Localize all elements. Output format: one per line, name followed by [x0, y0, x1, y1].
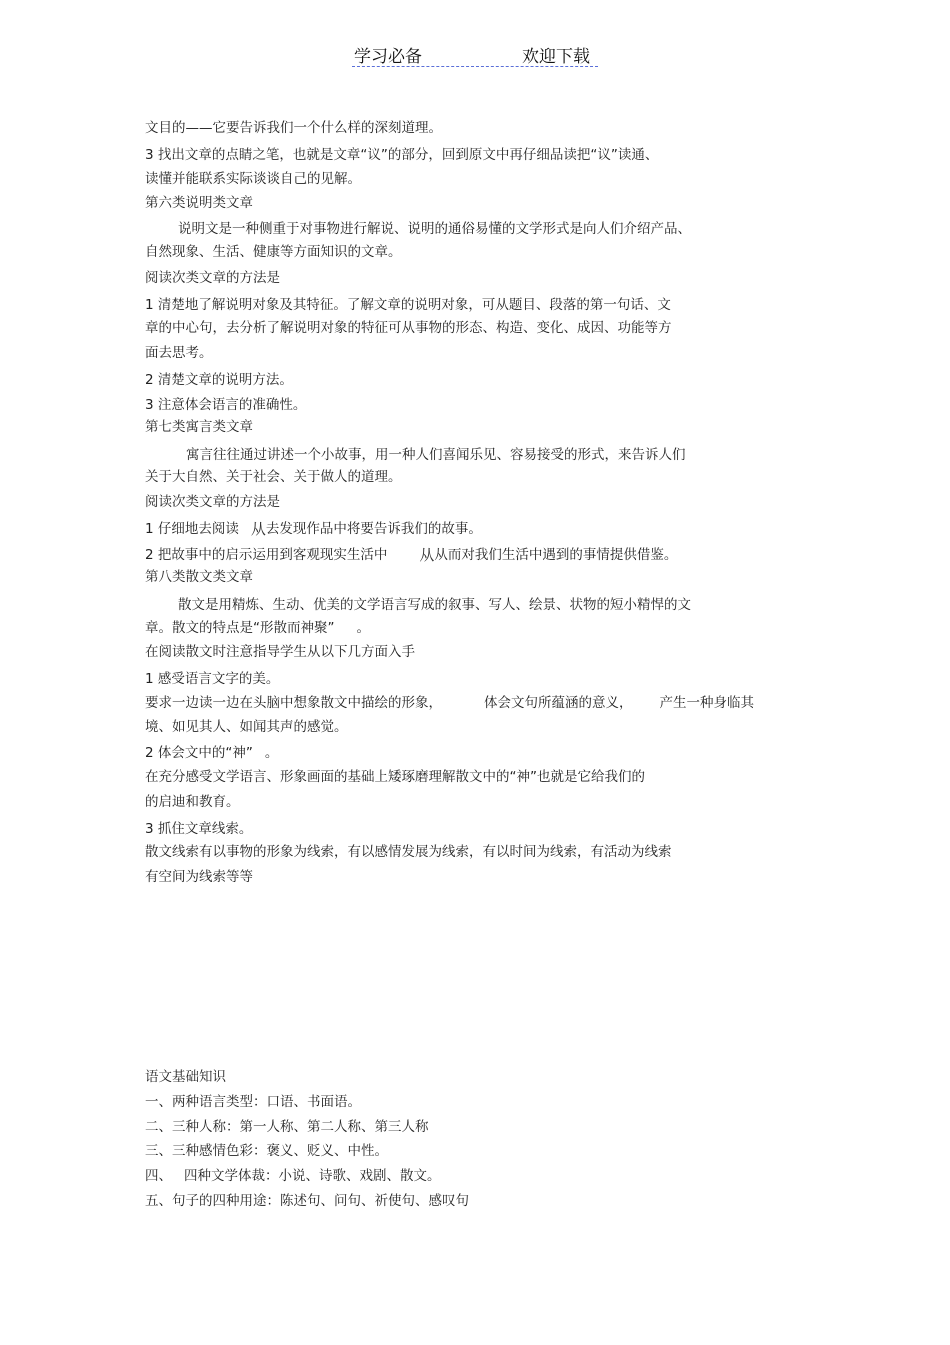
text-line	[145, 520, 482, 538]
text-line: 在阅读散文时注意指导学生从以下几方面入手	[145, 644, 415, 660]
header-left-text: 学习必备	[354, 47, 422, 67]
text-line	[145, 744, 278, 762]
handwritten-mark: 从	[419, 546, 435, 564]
text-line	[145, 546, 677, 564]
text-segment: 2 把故事中的启示运用到客观现实生活中	[145, 547, 388, 563]
text-line: 有空间为线索等等	[145, 869, 253, 885]
text-line	[145, 694, 754, 712]
list-item: 二、三种人称：第一人称、第二人称、第三人称	[145, 1119, 429, 1135]
text-line: 章的中心句，去分析了解说明对象的特征可从事物的形态、构造、变化、成因、功能等方	[145, 320, 672, 336]
text-line: 1 感受语言文字的美。	[145, 671, 280, 687]
text-segment: 章。散文的特点是“形散而神聚”	[145, 620, 335, 636]
text-line: 3 注意体会语言的准确性。	[145, 397, 307, 413]
text-segment: 产生一种身临其	[659, 695, 754, 711]
text-line: 阅读次类文章的方法是	[145, 494, 280, 510]
text-line	[145, 619, 370, 637]
text-line: 1 清楚地了解说明对象及其特征。了解文章的说明对象，可从题目、段落的第一句话、文	[145, 297, 671, 313]
text-line: 面去思考。	[145, 345, 213, 361]
text-line: 寓言往往通过讲述一个小故事，用一种人们喜闻乐见、容易接受的形式，来告诉人们	[186, 447, 686, 463]
text-line: 散文是用精炼、生动、优美的文学语言写成的叙事、写人、绘景、状物的短小精悍的文	[178, 597, 691, 613]
section-heading: 第六类说明类文章	[145, 195, 253, 211]
header-right-text: 欢迎下载	[522, 47, 590, 67]
page-header	[352, 40, 598, 67]
text-line: 的启迪和教育。	[145, 794, 240, 810]
text-line: 散文线索有以事物的形象为线索，有以感情发展为线索，有以时间为线索，有活动为线索	[145, 844, 672, 860]
text-segment: 从而对我们生活中遇到的事情提供借鉴。	[434, 547, 678, 563]
text-line: 3 找出文章的点睛之笔，也就是文章“议”的部分，回到原文中再仔细品读把“议”读通、	[145, 147, 659, 163]
list-item: 三、三种感情色彩：褒义、贬义、中性。	[145, 1143, 388, 1159]
text-segment: 2 体会文中的“神”	[145, 745, 253, 761]
text-line: 阅读次类文章的方法是	[145, 270, 280, 286]
section-heading: 语文基础知识	[145, 1069, 226, 1085]
section-heading: 第七类寓言类文章	[145, 419, 253, 435]
text-segment: 去发现作品中将要告诉我们的故事。	[265, 521, 482, 537]
text-line: 3 抓住文章线索。	[145, 821, 253, 837]
handwritten-mark: 从	[250, 520, 266, 538]
text-segment: 。	[264, 745, 279, 761]
text-segment: 体会文句所蕴涵的意义，	[484, 695, 633, 711]
text-line: 2 清楚文章的说明方法。	[145, 372, 293, 388]
text-segment: 要求一边读一边在头脑中想象散文中描绘的形象，	[145, 695, 442, 711]
text-segment: 。	[356, 620, 370, 636]
list-item: 五、句子的四种用途：陈述句、问句、祈使句、感叹句	[145, 1193, 469, 1209]
text-line: 在充分感受文学语言、形象画面的基础上矮琢磨理解散文中的“神”也就是它给我们的	[145, 769, 645, 785]
text-line: 读懂并能联系实际谈谈自己的见解。	[145, 171, 361, 187]
section-heading: 第八类散文类文章	[145, 569, 253, 585]
list-item: 一、两种语言类型：口语、书面语。	[145, 1094, 361, 1110]
list-item	[145, 1167, 441, 1185]
text-segment: 1 仔细地去阅读	[145, 521, 239, 537]
text-line: 自然现象、生活、健康等方面知识的文章。	[145, 244, 402, 260]
text-line: 关于大自然、关于社会、关于做人的道理。	[145, 469, 402, 485]
text-segment: 四、	[145, 1168, 172, 1184]
text-segment: 四种文学体裁：小说、诗歌、戏剧、散文。	[184, 1168, 441, 1184]
text-line: 文目的——它要告诉我们一个什么样的深刻道理。	[145, 120, 442, 136]
text-line: 境、如见其人、如闻其声的感觉。	[145, 719, 348, 735]
text-line: 说明文是一种侧重于对事物进行解说、说明的通俗易懂的文学形式是向人们介绍产品、	[178, 221, 691, 237]
